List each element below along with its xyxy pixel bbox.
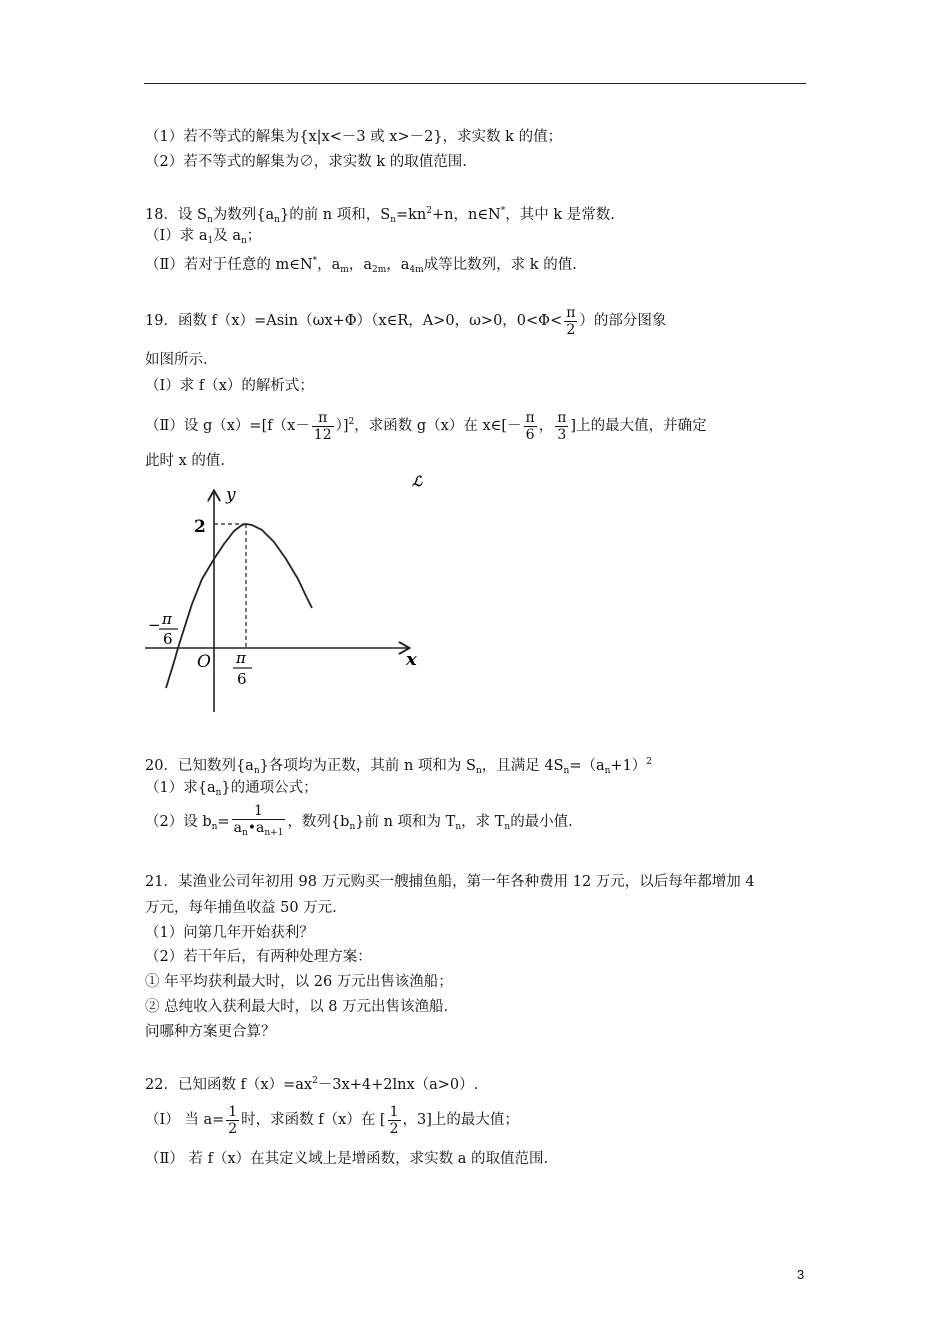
tick-six-label: 6 — [237, 670, 247, 688]
p20-part2: （2）设 $b_n=$ $\frac{1}{a_n•a_{n+1}}$ ，数列$\{b_n\}$前 n 项和为 $T_n$，求 $T_n$的最小值. — [145, 803, 573, 838]
page-number: 3 — [797, 1267, 805, 1282]
header-rule — [144, 83, 806, 84]
neg-tick-six-label: 6 — [163, 630, 173, 648]
p20-part1: （1）求$\{a_n\}$的通项公式； — [145, 780, 318, 798]
p21-part2: （2）若干年后，有两种处理方案： — [145, 949, 372, 965]
stray-mark: ℒ — [412, 474, 423, 490]
p17-q2: （2）若不等式的解集为∅，求实数 k 的取值范围. — [145, 154, 467, 170]
p21-option2: ② 总纯收入获利最大时，以 8 万元出售该渔船. — [145, 999, 449, 1015]
p21-question: 问哪种方案更合算？ — [145, 1024, 276, 1040]
x-axis-label: x — [406, 649, 417, 670]
p19-stem-cont: 如图所示. — [145, 352, 208, 368]
p21-option1: ① 年平均获利最大时，以 26 万元出售该渔船； — [145, 974, 453, 990]
p21-stem: 21．某渔业公司年初用 98 万元购买一艘捕鱼船，第一年各种费用 12 万元，以后每年都增加 4 — [145, 874, 755, 890]
p19-stem: 19．函数 f（x）=Asin（ωx+Φ）（x∈R，A>0，ω>0，0<Φ< $\frac{\pi}{2}$ ）的部分图象 — [145, 304, 667, 338]
p19-part2-cont: 此时 x 的值. — [145, 453, 226, 469]
p17-q1: （1）若不等式的解集为{x|x<－3 或 x>－2}，求实数 k 的值； — [145, 129, 563, 145]
p21-part1: （1）问第几年开始获利？ — [145, 925, 314, 941]
sine-graph — [140, 484, 430, 716]
tick-pi-label: π — [236, 649, 246, 667]
p22-part2: （Ⅱ） 若 f（x）在其定义域上是增函数，求实数 a 的取值范围. — [145, 1151, 549, 1167]
y-axis-label: y — [226, 485, 236, 505]
p22-part1: （Ⅰ） 当 a= $\frac{1}{2}$ 时，求函数 f（x）在 [ $\frac{1}{2}$ ，3]上的最大值； — [145, 1103, 519, 1137]
p18-part2: （Ⅱ）若对于任意的 m∈N*，$a_m$，$a_{2m}$，$a_{4m}$成等比数列，求 k 的值. — [145, 256, 577, 275]
p21-stem-cont: 万元，每年捕鱼收益 50 万元. — [145, 900, 337, 916]
p18-stem: 18．设 $S_n$为数列$\{a_n\}$的前 n 项和，$S_n=kn^2+n$，n∈N*，其中 k 是常数. — [145, 206, 615, 225]
p19-part2: （Ⅱ）设 g（x）=[f（x－ $\frac{\pi}{12}$ ）]$^2$，求函数 g（x）在 x∈[－ $\frac{\pi}{6}$ ， $\frac{\pi}{3}$ ]上的最大值，并确定 — [145, 409, 707, 443]
max-value-label: 2 — [194, 517, 206, 537]
neg-sign-label: − — [148, 616, 161, 634]
neg-tick-pi-label: π — [162, 610, 172, 628]
p19-part1: （Ⅰ）求 f（x）的解析式； — [145, 378, 314, 394]
p20-stem: 20．已知数列$\{a_n\}$各项均为正数，其前 n 项和为 $S_n$，且满足 $4S_n=(a_n+1)^2$ — [145, 757, 653, 776]
origin-label: O — [197, 652, 211, 672]
p18-part1: （Ⅰ）求 $a_1$及 $a_n$； — [145, 228, 262, 246]
p22-stem: 22．已知函数 $f(x)=ax^2-3x+4+2\ln x(a>0)$. — [145, 1076, 479, 1093]
